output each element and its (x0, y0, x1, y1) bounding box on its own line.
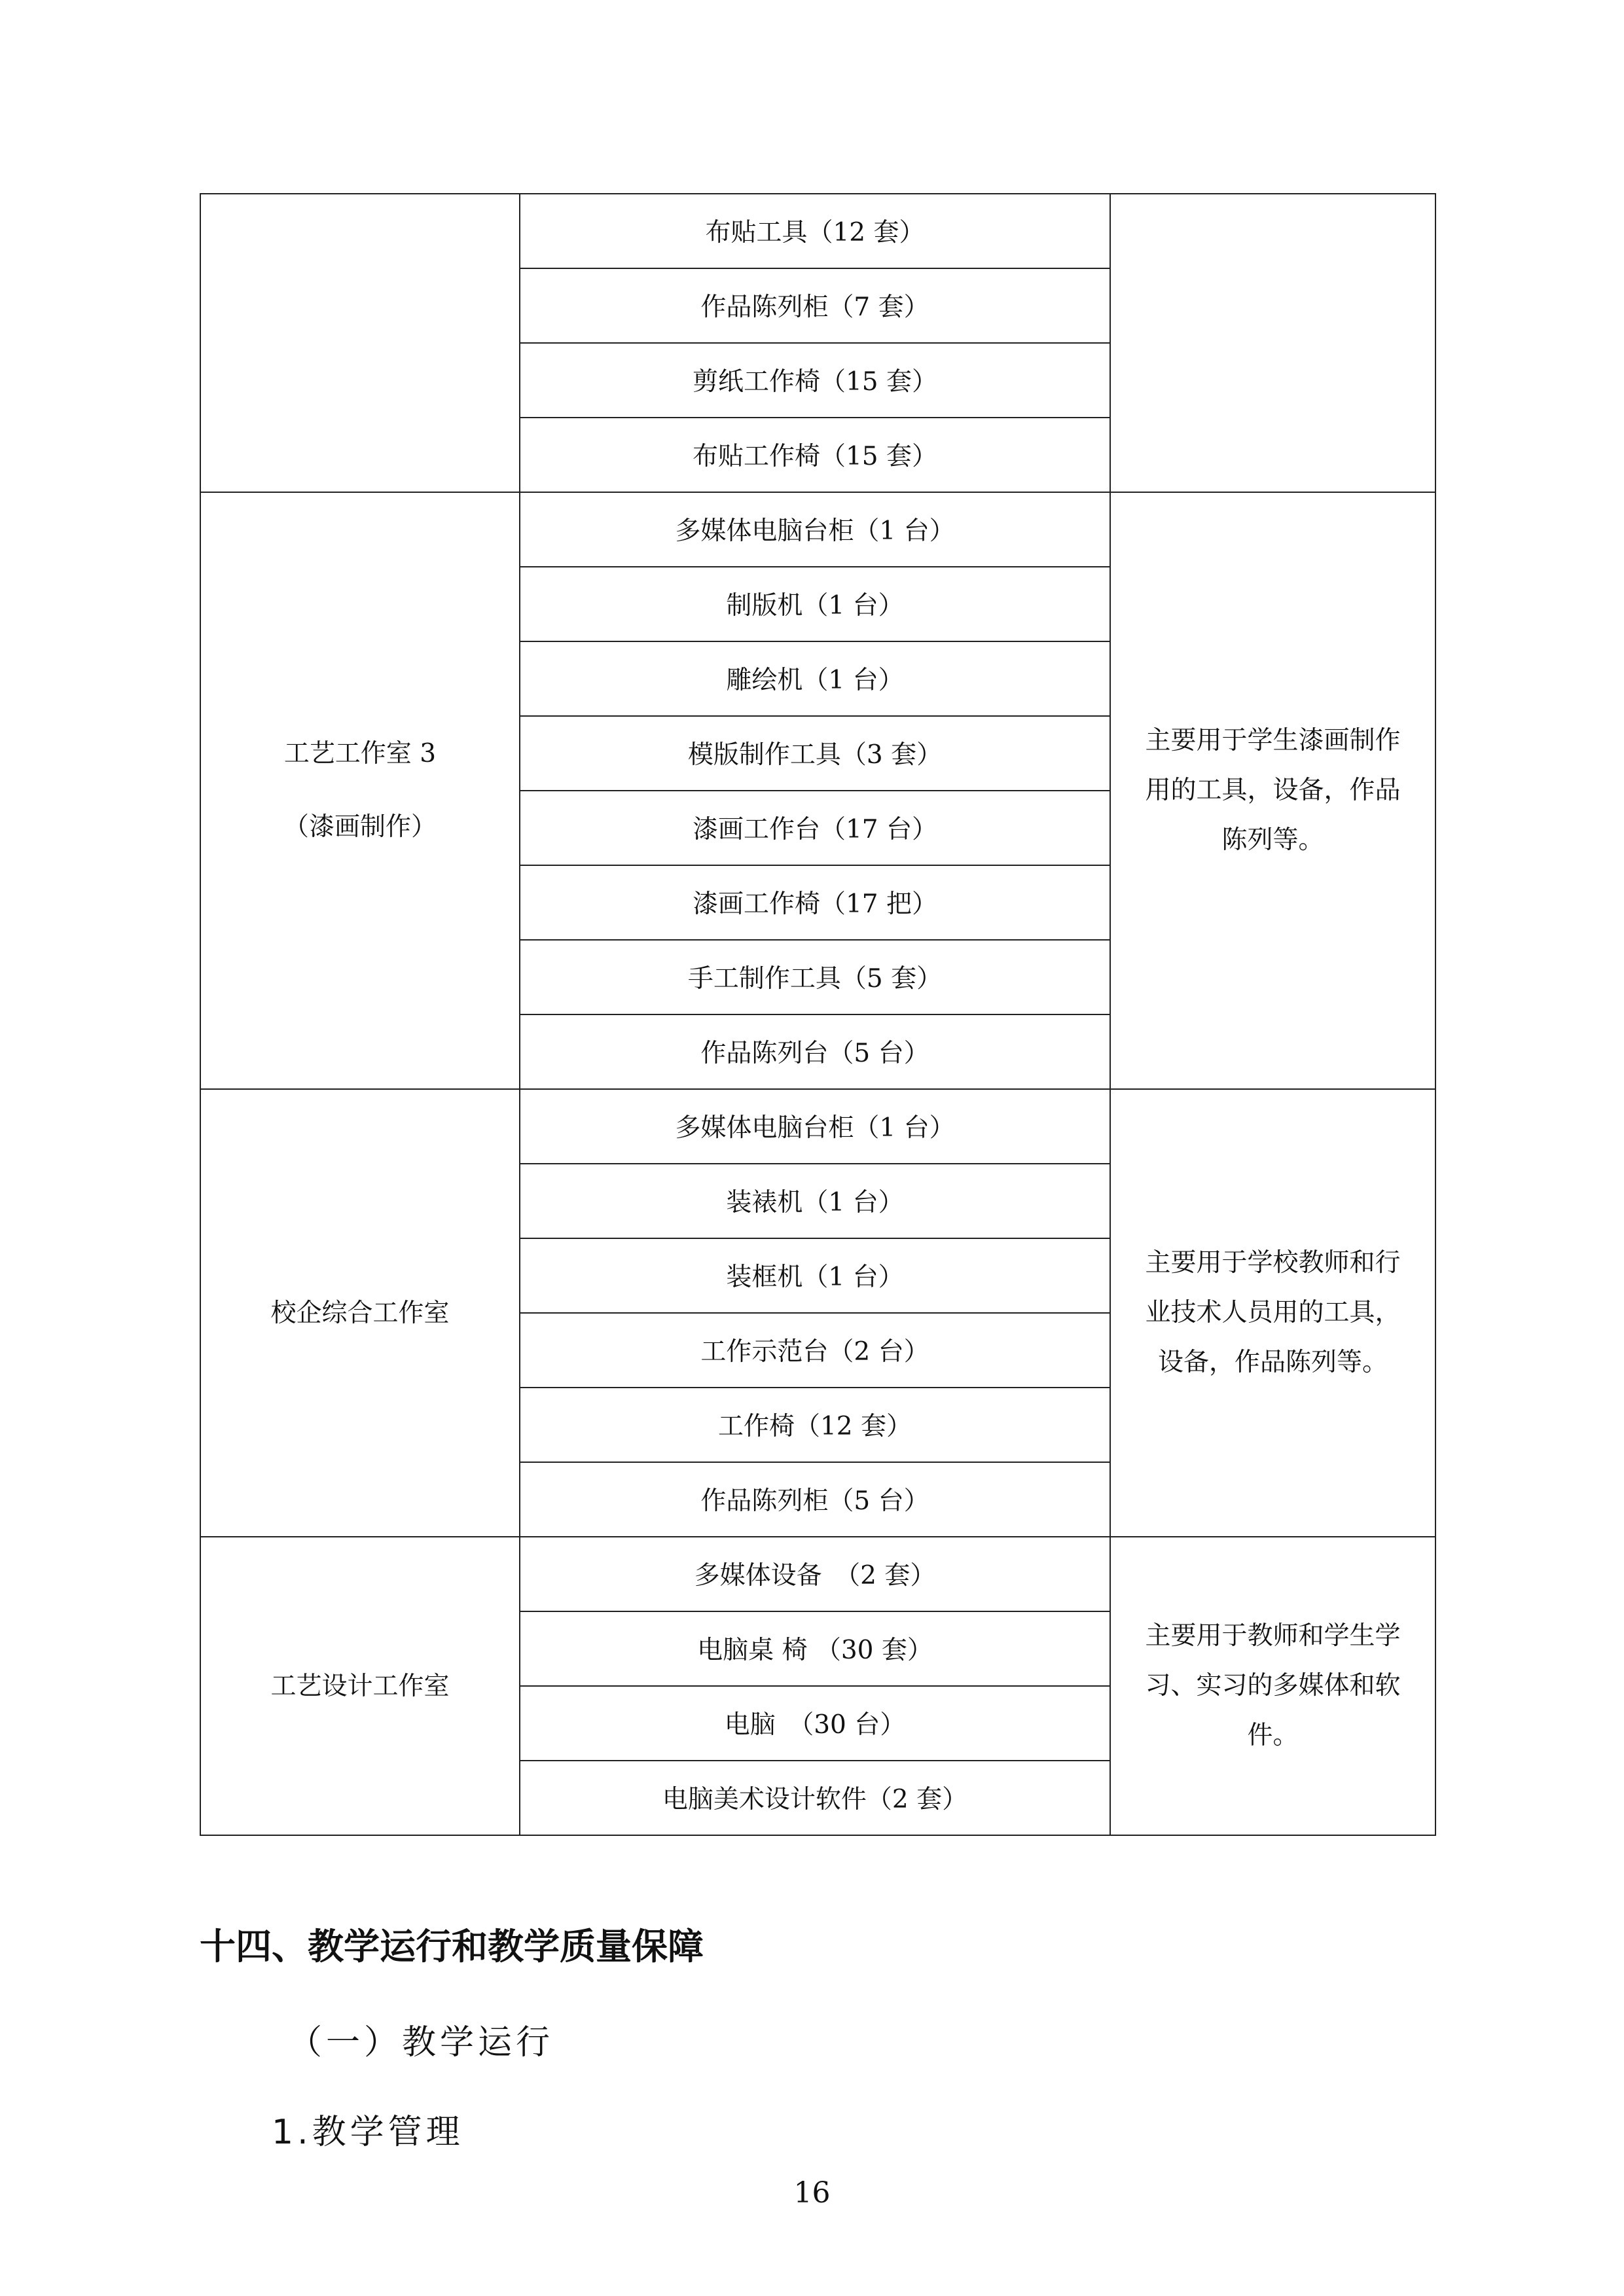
table-row (200, 492, 1435, 567)
purpose-line: 设备，作品陈列等。 (1157, 1348, 1388, 1377)
equipment-item-cell: 作品陈列台（5 台） (520, 1014, 1110, 1089)
equipment-item-cell: 多媒体设备 （2 套） (520, 1537, 1110, 1611)
purpose-cell (1110, 1537, 1435, 1835)
table-row (200, 1537, 1435, 1611)
equipment-table (200, 193, 1436, 1836)
purpose-line: 主要用于学校教师和行 (1145, 1248, 1401, 1278)
equipment-item-cell: 电脑桌 椅 （30 套） (520, 1611, 1110, 1686)
purpose-line: 陈列等。 (1221, 825, 1324, 855)
room-cell (200, 1089, 520, 1537)
equipment-item-cell: 雕绘机（1 台） (520, 641, 1110, 716)
purpose-cell (1110, 492, 1435, 1089)
room-name-line: 工艺设计工作室 (270, 1671, 450, 1701)
equipment-item-cell: 剪纸工作椅（15 套） (520, 343, 1110, 418)
purpose-line: 主要用于学生漆画制作 (1145, 726, 1401, 755)
page-number: 16 (793, 2176, 831, 2210)
equipment-item-cell: 作品陈列柜（7 套） (520, 268, 1110, 343)
room-cell (200, 194, 520, 492)
purpose-line: 用的工具，设备，作品 (1145, 776, 1401, 805)
room-cell (200, 492, 520, 1089)
equipment-item-cell: 装框机（1 台） (520, 1238, 1110, 1313)
room-name-line: 校企综合工作室 (270, 1298, 450, 1328)
equipment-item-cell: 布贴工作椅（15 套） (520, 418, 1110, 492)
table-row (200, 1089, 1435, 1164)
purpose-cell (1110, 1089, 1435, 1537)
equipment-item-cell: 漆画工作椅（17 把） (520, 865, 1110, 940)
equipment-item-cell: 电脑美术设计软件（2 套） (520, 1761, 1110, 1835)
equipment-item-cell: 作品陈列柜（5 台） (520, 1462, 1110, 1537)
equipment-item-cell: 漆画工作台（17 台） (520, 791, 1110, 865)
equipment-item-cell: 电脑 （30 台） (520, 1686, 1110, 1761)
equipment-item-cell: 装裱机（1 台） (520, 1164, 1110, 1238)
room-cell (200, 1537, 520, 1835)
equipment-item-cell: 多媒体电脑台柜（1 台） (520, 1089, 1110, 1164)
subsection-heading: （一）教学运行 (288, 2023, 554, 2062)
section-heading: 十四、教学运行和教学质量保障 (200, 1926, 704, 1967)
room-name-line: 工艺工作室 3 (283, 739, 437, 768)
purpose-line: 业技术人员用的工具， (1145, 1298, 1401, 1327)
equipment-item-cell: 手工制作工具（5 套） (520, 940, 1110, 1014)
equipment-item-cell: 模版制作工具（3 套） (520, 716, 1110, 791)
table-row (200, 194, 1435, 268)
equipment-item-cell: 制版机（1 台） (520, 567, 1110, 641)
purpose-cell (1110, 194, 1435, 492)
purpose-line: 件。 (1247, 1721, 1299, 1750)
purpose-line: 习、实习的多媒体和软 (1145, 1671, 1401, 1700)
equipment-item-cell: 布贴工具（12 套） (520, 194, 1110, 268)
equipment-table-body (200, 194, 1435, 1835)
room-name-line: （漆画制作） (283, 812, 437, 842)
equipment-item-cell: 多媒体电脑台柜（1 台） (520, 492, 1110, 567)
item-heading: 1.教学管理 (272, 2113, 464, 2152)
equipment-item-cell: 工作椅（12 套） (520, 1388, 1110, 1462)
purpose-line: 主要用于教师和学生学 (1145, 1621, 1401, 1651)
equipment-item-cell: 工作示范台（2 台） (520, 1313, 1110, 1388)
